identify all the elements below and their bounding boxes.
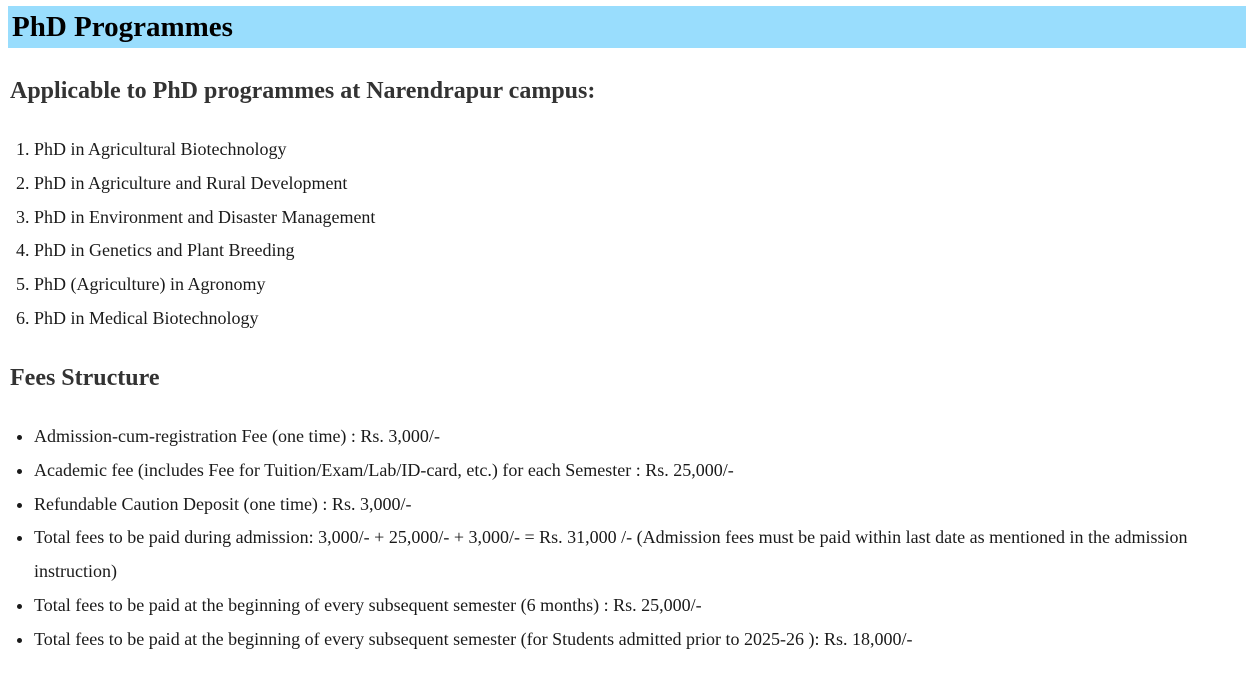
fee-item: • Admission-cum-registration Fee (one time) : Rs. 3,000/-: [34, 420, 1246, 454]
title-bar: [8, 6, 1246, 48]
programme-item: 4. PhD in Genetics and Plant Breeding: [34, 234, 375, 268]
programme-item: 3. PhD in Environment and Disaster Management: [34, 201, 375, 235]
fee-item: • Refundable Caution Deposit (one time) : Rs. 3,000/-: [34, 488, 1246, 522]
programmes-heading: Applicable to PhD programmes at Narendrapur campus:: [10, 78, 596, 104]
programmes-list: [0, 133, 375, 336]
fee-item: • Total fees to be paid during admission: 3,000/- + 25,000/- + 3,000/- = Rs. 31,000 /- (Admission fees must be paid within last date as mentioned in the admission instruction): [34, 521, 1246, 589]
programme-item: 2. PhD in Agriculture and Rural Development: [34, 167, 375, 201]
programme-item: 1. PhD in Agricultural Biotechnology: [34, 133, 375, 167]
fee-item: • Total fees to be paid at the beginning of every subsequent semester (for Students admitted prior to 2025-26 ): Rs. 18,000/-: [34, 623, 1246, 657]
page-title: PhD Programmes: [12, 11, 233, 43]
fee-item: • Academic fee (includes Fee for Tuition/Exam/Lab/ID-card, etc.) for each Semester : Rs. 25,000/-: [34, 454, 1246, 488]
fee-item: • Total fees to be paid at the beginning of every subsequent semester (6 months) : Rs. 25,000/-: [34, 589, 1246, 623]
programme-item: 5. PhD (Agriculture) in Agronomy: [34, 268, 375, 302]
fees-list: [0, 420, 1246, 657]
programme-item: 6. PhD in Medical Biotechnology: [34, 302, 375, 336]
fees-heading: Fees Structure: [10, 365, 160, 391]
